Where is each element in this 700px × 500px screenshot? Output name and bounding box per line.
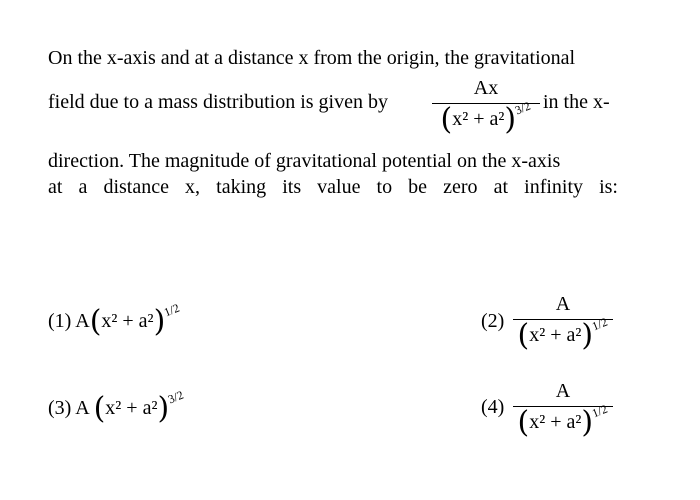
option-1[interactable]: (1) A(x² + a²)1/2 <box>48 308 181 336</box>
field-fraction-numerator: Ax <box>473 77 499 99</box>
option-2-numerator: A <box>555 293 571 315</box>
question-line-1: On the x-axis and at a distance x from the origin, the gravitational <box>48 47 576 69</box>
option-4-numerator: A <box>555 380 571 402</box>
question-line-4: at a distance x, taking its value to be zero at infinity is: <box>48 176 618 198</box>
option-4-number[interactable]: (4) <box>481 396 505 418</box>
question-line-2-text: field due to a mass distribution is given by <box>48 91 388 113</box>
option-1-coefficient: A <box>75 310 90 332</box>
field-fraction-denominator: (x² + a²)3/2 <box>432 104 540 134</box>
option-2-base: x² + a² <box>529 324 582 346</box>
field-fraction <box>432 76 540 137</box>
option-3[interactable]: (3) A (x² + a²)3/2 <box>48 395 185 423</box>
option-3-base: x² + a² <box>105 397 158 419</box>
option-3-exponent: 3/2 <box>166 387 186 407</box>
option-4-fraction[interactable] <box>513 379 613 440</box>
option-3-number: (3) <box>48 397 72 419</box>
option-3-coefficient: A <box>75 397 89 419</box>
question-line-2-suffix: in the x- <box>543 91 610 113</box>
option-4-base: x² + a² <box>529 411 582 433</box>
option-4-exponent: 1/2 <box>590 401 610 421</box>
option-2-fraction[interactable] <box>513 292 613 353</box>
option-2-number[interactable]: (2) <box>481 310 505 332</box>
option-4-denominator: (x² + a²)1/2 <box>513 407 613 437</box>
option-1-number: (1) <box>48 310 72 332</box>
question-line-3: direction. The magnitude of gravitational potential on the x-axis <box>48 150 561 172</box>
option-1-exponent: 1/2 <box>162 300 182 320</box>
option-1-base: x² + a² <box>101 310 154 332</box>
denominator-exponent: 3/2 <box>513 98 533 118</box>
denominator-base: x² + a² <box>452 108 505 130</box>
option-2-denominator: (x² + a²)1/2 <box>513 320 613 350</box>
option-2-exponent: 1/2 <box>590 314 610 334</box>
